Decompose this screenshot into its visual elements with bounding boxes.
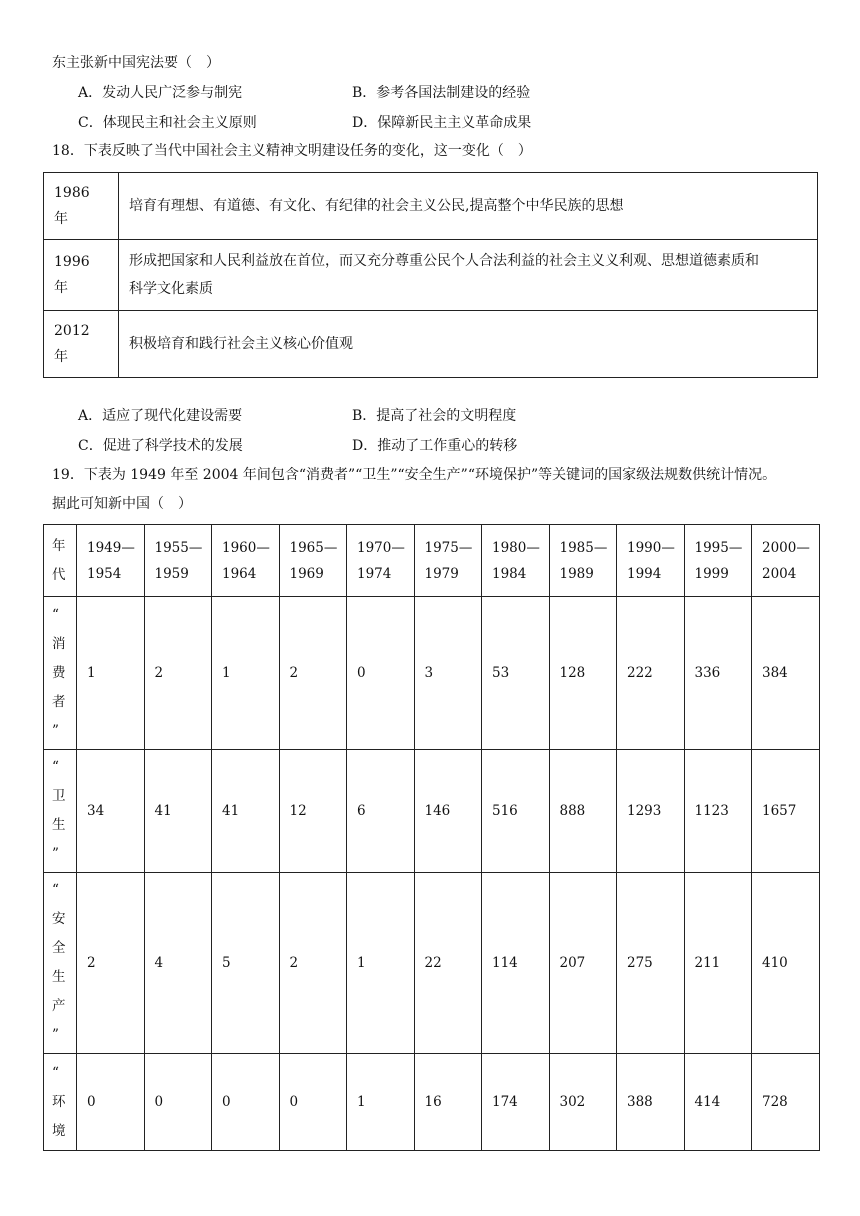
keyword-char: 安 — [52, 911, 66, 927]
table-row — [44, 597, 820, 750]
task-text: 积极培育和践行社会主义核心价值观 — [129, 336, 353, 352]
count-cell: 114 — [482, 873, 550, 1054]
count-cell: 2 — [279, 597, 347, 750]
count-cell: 146 — [414, 750, 482, 873]
count-cell: 3 — [414, 597, 482, 750]
count-cell: 174 — [482, 1054, 550, 1151]
count-cell: 0 — [279, 1054, 347, 1151]
q19-stem-line1: 19．下表为 1949 年至 2004 年间包含“消费者”“卫生”“安全生产”“环境保护”等关键词的国家级法规数供统计情况。 — [52, 467, 777, 483]
count-cell: 1 — [77, 597, 145, 750]
keyword-char: 全 — [52, 940, 66, 956]
keyword-char: “ — [52, 1064, 59, 1081]
period-header-text: 1989 — [559, 565, 594, 582]
keyword-char: 卫 — [52, 788, 66, 804]
year-number: 1996 — [54, 254, 90, 270]
header-key-cell — [44, 525, 77, 597]
count-cell: 4 — [144, 873, 212, 1054]
count-cell: 0 — [212, 1054, 280, 1151]
period-header-text: 1995— — [694, 539, 743, 556]
q18-table — [43, 172, 818, 378]
count-cell: 388 — [617, 1054, 685, 1151]
count-cell: 2 — [144, 597, 212, 750]
task-text: 培育有理想、有道德、有文化、有纪律的社会主义公民,提高整个中华民族的思想 — [129, 198, 624, 214]
period-header-cell — [347, 525, 415, 597]
count-cell: 53 — [482, 597, 550, 750]
year-number: 1986 — [54, 185, 90, 201]
keyword-char: ” — [52, 846, 59, 862]
task-cell — [119, 311, 818, 378]
period-header-text: 1985— — [559, 539, 608, 556]
keyword-char: “ — [52, 759, 59, 775]
keyword-cell — [44, 1054, 77, 1151]
keyword-char: 生 — [52, 969, 66, 985]
q17-stem: 东主张新中国宪法要（ ） — [52, 55, 220, 71]
period-header-text: 1949— — [87, 539, 135, 556]
period-header-text: 1960— — [222, 539, 270, 556]
q17-option-a[interactable]: A．发动人民广泛参与制宪 — [78, 85, 243, 101]
period-header-cell — [617, 525, 685, 597]
table-row — [44, 240, 818, 311]
count-cell: 2 — [77, 873, 145, 1054]
count-cell: 12 — [279, 750, 347, 873]
count-cell: 22 — [414, 873, 482, 1054]
task-text-continued: 科学文化素质 — [129, 281, 213, 297]
table-row — [44, 311, 818, 378]
period-header-text: 1990— — [627, 539, 675, 556]
table-row — [44, 1054, 820, 1151]
period-header-text: 1979 — [424, 565, 459, 582]
count-cell: 2 — [279, 873, 347, 1054]
count-cell: 728 — [752, 1054, 820, 1151]
period-header-text: 1965— — [289, 539, 338, 556]
period-header-text: 1984 — [492, 565, 527, 582]
count-cell: 384 — [752, 597, 820, 750]
table-row — [44, 750, 820, 873]
period-header-text: 1994 — [627, 565, 662, 582]
keyword-char: “ — [52, 882, 59, 898]
period-header-cell — [684, 525, 752, 597]
keyword-cell — [44, 750, 77, 873]
table-row — [44, 873, 820, 1054]
count-cell: 34 — [77, 750, 145, 873]
count-cell: 275 — [617, 873, 685, 1054]
q19-stem-line2: 据此可知新中国（ ） — [52, 496, 192, 512]
period-header-cell — [144, 525, 212, 597]
table-row — [44, 173, 818, 240]
keyword-char: ” — [52, 722, 59, 739]
q17-option-d[interactable]: D．保障新民主主义革命成果 — [352, 115, 532, 131]
keyword-char: 产 — [52, 998, 66, 1014]
task-cell — [119, 240, 818, 311]
keyword-char: 生 — [52, 817, 66, 833]
period-header-text: 1974 — [357, 565, 392, 582]
period-header-text: 1955— — [154, 539, 203, 556]
q17-option-c[interactable]: C．体现民主和社会主义原则 — [78, 115, 257, 131]
year-cell — [44, 240, 119, 311]
period-header-text: 1970— — [357, 539, 405, 556]
header-key-char: 年 — [52, 537, 66, 554]
period-header-text: 1964 — [222, 565, 257, 582]
task-cell — [119, 173, 818, 240]
q18-stem: 18．下表反映了当代中国社会主义精神文明建设任务的变化，这一变化（ ） — [52, 143, 532, 159]
count-cell: 128 — [549, 597, 617, 750]
keyword-char: 者 — [52, 693, 66, 710]
period-header-text: 2004 — [762, 565, 797, 582]
period-header-cell — [482, 525, 550, 597]
period-header-cell — [752, 525, 820, 597]
q18-option-b[interactable]: B．提高了社会的文明程度 — [352, 408, 517, 424]
q19-table — [43, 524, 820, 1151]
q18-option-a[interactable]: A．适应了现代化建设需要 — [78, 408, 243, 424]
count-cell: 41 — [144, 750, 212, 873]
count-cell: 1657 — [752, 750, 820, 873]
year-suffix: 年 — [54, 280, 68, 296]
period-header-cell — [77, 525, 145, 597]
count-cell: 1293 — [617, 750, 685, 873]
year-cell — [44, 311, 119, 378]
period-header-cell — [279, 525, 347, 597]
period-header-text: 1954 — [87, 565, 122, 582]
keyword-char: “ — [52, 606, 59, 623]
period-header-text: 1980— — [492, 539, 540, 556]
period-header-text: 1975— — [424, 539, 473, 556]
period-header-text: 2000— — [762, 539, 810, 556]
count-cell: 888 — [549, 750, 617, 873]
count-cell: 516 — [482, 750, 550, 873]
count-cell: 0 — [347, 597, 415, 750]
count-cell: 1123 — [684, 750, 752, 873]
count-cell: 1 — [212, 597, 280, 750]
count-cell: 1 — [347, 1054, 415, 1151]
count-cell: 6 — [347, 750, 415, 873]
keyword-cell — [44, 873, 77, 1054]
header-key-char: 代 — [52, 566, 66, 583]
table-header-row — [44, 525, 820, 597]
count-cell: 410 — [752, 873, 820, 1054]
count-cell: 0 — [144, 1054, 212, 1151]
count-cell: 16 — [414, 1054, 482, 1151]
q18-option-d[interactable]: D．推动了工作重心的转移 — [352, 438, 518, 454]
keyword-char: 费 — [52, 664, 66, 681]
count-cell: 222 — [617, 597, 685, 750]
keyword-char: 消 — [52, 635, 66, 652]
year-suffix: 年 — [54, 211, 68, 227]
period-header-text: 1999 — [694, 565, 729, 582]
count-cell: 1 — [347, 873, 415, 1054]
year-suffix: 年 — [54, 349, 68, 365]
period-header-text: 1959 — [154, 565, 189, 582]
count-cell: 5 — [212, 873, 280, 1054]
q17-option-b[interactable]: B．参考各国法制建设的经验 — [352, 85, 531, 101]
year-cell — [44, 173, 119, 240]
count-cell: 302 — [549, 1054, 617, 1151]
count-cell: 0 — [77, 1054, 145, 1151]
year-number: 2012 — [54, 323, 90, 339]
count-cell: 207 — [549, 873, 617, 1054]
period-header-cell — [549, 525, 617, 597]
task-text: 形成把国家和人民利益放在首位，而又充分尊重公民个人合法利益的社会主义义利观、思想道德素质和 — [129, 253, 759, 269]
q18-option-c[interactable]: C．促进了科学技术的发展 — [78, 438, 243, 454]
keyword-char: 环 — [52, 1093, 66, 1110]
keyword-char: ” — [52, 1027, 59, 1043]
period-header-cell — [212, 525, 280, 597]
period-header-cell — [414, 525, 482, 597]
count-cell: 336 — [684, 597, 752, 750]
keyword-char: 境 — [52, 1122, 66, 1139]
count-cell: 211 — [684, 873, 752, 1054]
count-cell: 414 — [684, 1054, 752, 1151]
keyword-cell — [44, 597, 77, 750]
count-cell: 41 — [212, 750, 280, 873]
period-header-text: 1969 — [289, 565, 324, 582]
